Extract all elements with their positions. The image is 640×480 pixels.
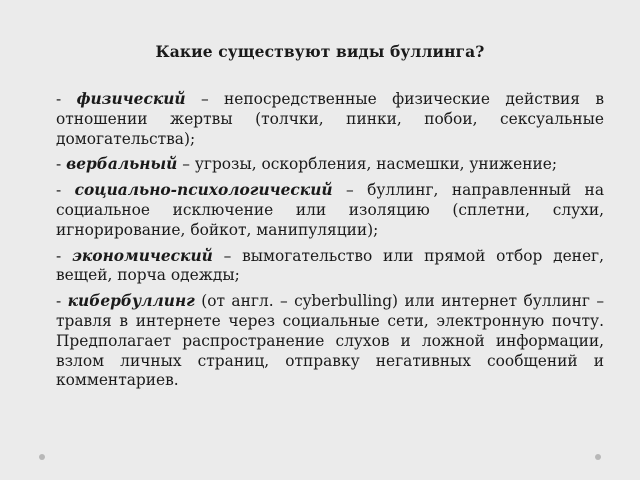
item-term: кибербуллинг <box>67 292 195 311</box>
slide-body <box>56 90 604 397</box>
list-item-economic <box>56 247 604 287</box>
item-text: – вымогательство или прямой отбор денег, вещей, порча одежды; <box>56 246 605 285</box>
item-term: экономический <box>71 246 213 265</box>
list-item-physical <box>56 90 604 149</box>
list-item-social <box>56 181 604 240</box>
item-dash: - <box>56 292 68 311</box>
item-dash: - <box>56 155 67 174</box>
item-text: – непосредственные физические действия в отношении жертвы (толчки, пинки, побои, сексуальные домогательства); <box>56 90 604 148</box>
item-dash: - <box>56 246 72 265</box>
slide-title: Какие существуют виды буллинга? <box>155 42 485 61</box>
item-term: социально-психологический <box>74 181 333 200</box>
list-item-cyber <box>56 292 604 391</box>
item-text: – угрозы, оскорбления, насмешки, унижение; <box>177 155 558 174</box>
item-term: вербальный <box>66 155 178 174</box>
item-text: (от англ. – cyberbulling) или интернет буллинг – травля в интернете через социальные сети, электронную почту. Предполагает распространение слухов и ложной информации, взлом личных страниц, отправку негативных сообщений и комментариев. <box>56 292 605 390</box>
corner-dot-left <box>39 454 45 460</box>
item-dash: - <box>56 181 75 200</box>
item-term: физический <box>76 90 186 108</box>
corner-dot-right <box>595 454 601 460</box>
item-text: – буллинг, направленный на социальное исключение или изоляцию (сплетни, слухи, игнорирование, бойкот, манипуляции); <box>56 181 604 239</box>
list-item-verbal <box>56 155 604 175</box>
item-dash: - <box>56 90 77 108</box>
